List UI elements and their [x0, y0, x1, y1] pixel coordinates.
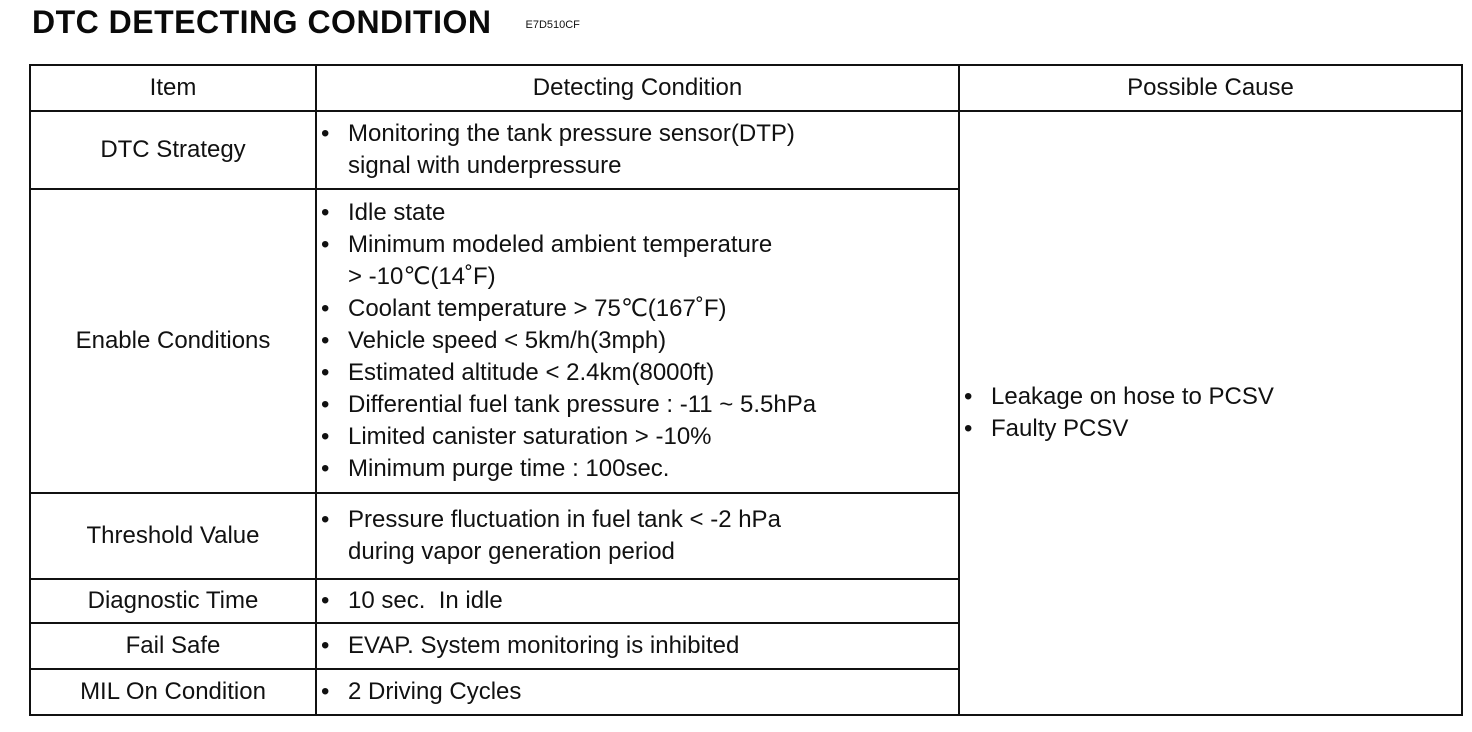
- condition-text: 10 sec. In idle: [348, 587, 503, 614]
- row-item-label: Enable Conditions: [30, 189, 316, 493]
- row-conditions: [316, 493, 959, 579]
- row-conditions: [316, 579, 959, 623]
- cause-item: [960, 413, 1461, 445]
- condition-item: [317, 421, 958, 453]
- bullet-icon: •: [321, 678, 330, 705]
- row-item-label: Fail Safe: [30, 623, 316, 669]
- bullet-icon: •: [321, 327, 330, 354]
- condition-text: Idle state: [348, 199, 446, 226]
- document-code: E7D510CF: [525, 19, 580, 31]
- condition-item: [317, 630, 958, 662]
- condition-text: Minimum modeled ambient temperature > -10℃(14˚F): [348, 231, 773, 290]
- row-item-label: MIL On Condition: [30, 669, 316, 715]
- condition-item: [317, 197, 958, 229]
- row-conditions: [316, 669, 959, 715]
- bullet-icon: •: [321, 455, 330, 482]
- condition-item: [317, 325, 958, 357]
- condition-item: [317, 504, 958, 568]
- row-item-label: Threshold Value: [30, 493, 316, 579]
- condition-item: [317, 229, 958, 293]
- row-conditions: [316, 111, 959, 189]
- condition-text: Minimum purge time : 100sec.: [348, 455, 670, 482]
- bullet-icon: •: [321, 231, 330, 258]
- condition-list: [317, 197, 958, 485]
- condition-item: [317, 389, 958, 421]
- bullet-icon: •: [321, 632, 330, 659]
- condition-item: [317, 585, 958, 617]
- cause-item: [960, 381, 1461, 413]
- condition-text: Differential fuel tank pressure : -11 ~ 5.5hPa: [348, 391, 817, 418]
- bullet-icon: •: [321, 199, 330, 226]
- condition-text: EVAP. System monitoring is inhibited: [348, 632, 740, 659]
- condition-text: 2 Driving Cycles: [348, 678, 522, 705]
- dtc-table: [29, 64, 1463, 716]
- possible-cause-cell: [959, 111, 1462, 715]
- bullet-icon: •: [321, 391, 330, 418]
- condition-list: [317, 585, 958, 617]
- bullet-icon: •: [321, 120, 330, 147]
- condition-item: [317, 453, 958, 485]
- row-item-label: DTC Strategy: [30, 111, 316, 189]
- row-item-label: Diagnostic Time: [30, 579, 316, 623]
- condition-list: [317, 118, 958, 182]
- row-conditions: [316, 623, 959, 669]
- condition-list: [317, 676, 958, 708]
- bullet-icon: •: [964, 415, 973, 442]
- column-header-detecting-condition: Detecting Condition: [316, 65, 959, 111]
- condition-item: [317, 293, 958, 325]
- condition-text: Limited canister saturation > -10%: [348, 423, 712, 450]
- condition-text: Coolant temperature > 75℃(167˚F): [348, 295, 727, 322]
- cause-list: [960, 381, 1461, 445]
- cause-text: Faulty PCSV: [991, 415, 1129, 442]
- table-row: [30, 111, 1462, 189]
- bullet-icon: •: [964, 383, 973, 410]
- bullet-icon: •: [321, 506, 330, 533]
- row-conditions: [316, 189, 959, 493]
- bullet-icon: •: [321, 295, 330, 322]
- condition-text: Vehicle speed < 5km/h(3mph): [348, 327, 667, 354]
- condition-item: [317, 357, 958, 389]
- table-header-row: [30, 65, 1462, 111]
- condition-item: [317, 676, 958, 708]
- condition-list: [317, 504, 958, 568]
- bullet-icon: •: [321, 587, 330, 614]
- bullet-icon: •: [321, 423, 330, 450]
- condition-text: Monitoring the tank pressure sensor(DTP) signal with underpressure: [348, 120, 795, 179]
- condition-list: [317, 630, 958, 662]
- condition-text: Estimated altitude < 2.4km(8000ft): [348, 359, 715, 386]
- page-header: [32, 2, 580, 42]
- column-header-possible-cause: Possible Cause: [959, 65, 1462, 111]
- condition-item: [317, 118, 958, 182]
- column-header-item: Item: [30, 65, 316, 111]
- cause-text: Leakage on hose to PCSV: [991, 383, 1274, 410]
- condition-text: Pressure fluctuation in fuel tank < -2 hPa during vapor generation period: [348, 506, 781, 565]
- bullet-icon: •: [321, 359, 330, 386]
- page-title: DTC DETECTING CONDITION: [32, 3, 492, 40]
